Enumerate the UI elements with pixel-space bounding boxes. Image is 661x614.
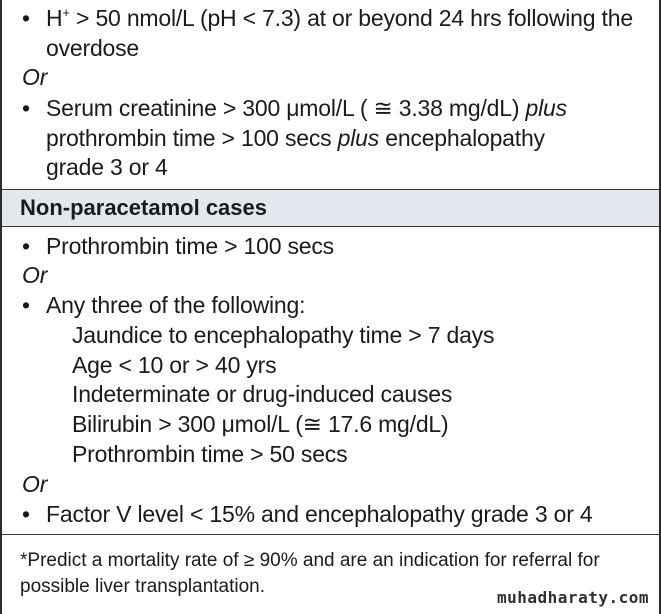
plus-superscript: + [62, 5, 70, 20]
sub-item-prothrombin: Prothrombin time > 50 secs [72, 441, 348, 467]
bullet-any-three [22, 290, 30, 320]
creatinine-line-1 [46, 93, 567, 123]
or-label: Or [22, 471, 48, 497]
sub-item-jaundice: Jaundice to encephalopathy time > 7 days [72, 322, 495, 348]
footnote-line-2: possible liver transplantation. [20, 576, 266, 597]
footnote-divider [2, 534, 659, 535]
bullet-creatinine [22, 93, 30, 123]
prothrombin-text: prothrombin time > 100 secs [46, 125, 338, 151]
creatinine-line-2 [46, 123, 545, 153]
hydrogen-ion-line-2: overdose [46, 35, 140, 61]
bullet-hydrogen-ion [22, 3, 30, 33]
encephalopathy-text: encephalopathy [379, 125, 545, 151]
bullet-marker: • [22, 501, 30, 527]
bullet-marker: • [22, 233, 30, 259]
prothrombin-criterion: Prothrombin time > 100 secs [46, 233, 334, 259]
or-label: Or [22, 262, 48, 288]
site-watermark: muhadharaty.com [497, 588, 649, 607]
bullet-marker: • [22, 292, 30, 318]
section-header-non-paracetamol [2, 189, 659, 227]
sub-item-bilirubin: Bilirubin > 300 μmol/L (≅ 17.6 mg/dL) [72, 411, 449, 437]
bullet-factor-v [22, 499, 30, 529]
creatinine-text: Serum creatinine > 300 μmol/L ( ≅ 3.38 mg/dL) [46, 95, 526, 121]
creatinine-line-3: grade 3 or 4 [46, 154, 168, 180]
or-label: Or [22, 64, 48, 90]
hydrogen-criterion-text: > 50 nmol/L (pH < 7.3) at or beyond 24 hrs following the [69, 5, 633, 31]
bullet-marker: • [22, 95, 30, 121]
hydrogen-ion-line-1 [46, 3, 633, 33]
plus-italic: plus [337, 125, 380, 151]
bullet-marker: • [22, 5, 30, 31]
hydrogen-symbol: H [46, 5, 63, 31]
bullet-prothrombin [22, 231, 30, 261]
sub-item-causes: Indeterminate or drug-induced causes [72, 381, 453, 407]
any-three-intro: Any three of the following: [46, 292, 306, 318]
plus-italic: plus [525, 95, 567, 121]
sub-item-age: Age < 10 or > 40 yrs [72, 352, 277, 378]
footnote-line-1: *Predict a mortality rate of ≥ 90% and are an indication for referral for [20, 550, 600, 571]
section-title: Non-paracetamol cases [20, 195, 267, 220]
factor-v-criterion: Factor V level < 15% and encephalopathy grade 3 or 4 [46, 501, 593, 527]
